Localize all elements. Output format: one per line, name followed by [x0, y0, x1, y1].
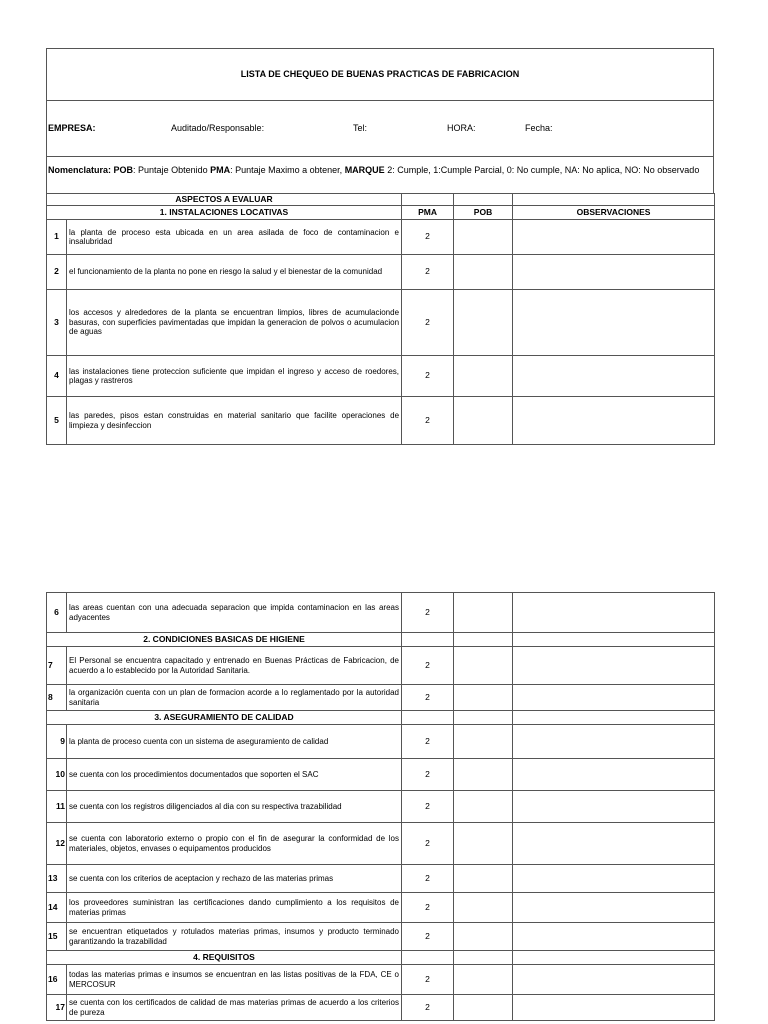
pob-text: : Puntaje Obtenido [133, 165, 211, 175]
table-row [47, 255, 715, 290]
item-pma: 2 [402, 791, 454, 823]
aspectos-header: ASPECTOS A EVALUAR [47, 194, 402, 206]
item-pob-cell[interactable] [454, 923, 513, 951]
item-pob-cell[interactable] [454, 995, 513, 1021]
table-row [47, 290, 715, 356]
item-description: la planta de proceso esta ubicada en un area asilada de foco de contaminacion e insalubridad [67, 220, 402, 255]
item-description: se cuenta con los registros diligenciados al dia con su respectiva trazabilidad [67, 791, 402, 823]
pma-key: PMA [210, 165, 231, 175]
item-observaciones-cell[interactable] [513, 791, 715, 823]
item-pma: 2 [402, 290, 454, 356]
table-row [47, 923, 715, 951]
document-title: LISTA DE CHEQUEO DE BUENAS PRACTICAS DE FABRICACION [240, 69, 520, 79]
table-row [47, 685, 715, 711]
item-pob-cell[interactable] [454, 759, 513, 791]
table-row [47, 725, 715, 759]
item-description: se cuenta con los certificados de calidad de mas materias primas de acuerdo a los criterios de pureza [67, 995, 402, 1021]
item-observaciones-cell[interactable] [513, 995, 715, 1021]
item-observaciones-cell[interactable] [513, 823, 715, 865]
item-number: 14 [47, 893, 67, 923]
item-number: 16 [47, 965, 67, 995]
section-4-title: 4. REQUISITOS [47, 951, 402, 965]
section-2-row [47, 633, 715, 647]
item-description: se cuenta con los criterios de aceptacion y rechazo de las materias primas [67, 865, 402, 893]
table-row [47, 759, 715, 791]
item-number: 6 [47, 593, 67, 633]
item-number: 10 [47, 759, 67, 791]
item-number: 4 [47, 356, 67, 397]
item-number: 11 [47, 791, 67, 823]
item-observaciones-cell[interactable] [513, 647, 715, 685]
item-observaciones-cell[interactable] [513, 893, 715, 923]
section-3-title: 3. ASEGURAMIENTO DE CALIDAD [47, 711, 402, 725]
item-observaciones-cell[interactable] [513, 725, 715, 759]
pma-column-header: PMA [402, 206, 454, 220]
item-pob-cell[interactable] [454, 725, 513, 759]
item-description: los accesos y alrededores de la planta se encuentran limpios, libres de acumulacionde basuras, con superficies pavimentadas que impidan la generacion de polvos o acumulacion de aguas [67, 290, 402, 356]
info-row [47, 101, 713, 157]
item-pob-cell[interactable] [454, 685, 513, 711]
item-description: los proveedores suministran las certificaciones dando cumplimiento a los requisitos de materias primas [67, 893, 402, 923]
item-observaciones-cell[interactable] [513, 220, 715, 255]
item-pma: 2 [402, 995, 454, 1021]
item-pob-cell[interactable] [454, 255, 513, 290]
item-pob-cell[interactable] [454, 865, 513, 893]
item-description: la organización cuenta con un plan de formacion acorde a lo reglamentado por la autoridad sanitaria [67, 685, 402, 711]
pma-text: : Puntaje Maximo a obtener, [230, 165, 345, 175]
pob-column-header: POB [454, 206, 513, 220]
item-observaciones-cell[interactable] [513, 290, 715, 356]
table-row [47, 823, 715, 865]
item-description: la planta de proceso cuenta con un sistema de aseguramiento de calidad [67, 725, 402, 759]
checklist-table-1 [46, 193, 715, 445]
item-description: el funcionamiento de la planta no pone en riesgo la salud y el bienestar de la comunidad [67, 255, 402, 290]
item-pob-cell[interactable] [454, 397, 513, 445]
item-observaciones-cell[interactable] [513, 356, 715, 397]
section-1-title: 1. INSTALACIONES LOCATIVAS [47, 206, 402, 220]
table-row [47, 356, 715, 397]
item-pma: 2 [402, 893, 454, 923]
item-description: se cuenta con los procedimientos documentados que soporten el SAC [67, 759, 402, 791]
item-description: se encuentran etiquetados y rotulados materias primas, insumos y producto terminado garantizando la trazabilidad [67, 923, 402, 951]
item-pma: 2 [402, 220, 454, 255]
item-observaciones-cell[interactable] [513, 685, 715, 711]
section-4-row [47, 951, 715, 965]
item-number: 8 [47, 685, 67, 711]
table-row [47, 397, 715, 445]
table-row [47, 893, 715, 923]
item-number: 13 [47, 865, 67, 893]
title-row [47, 49, 713, 101]
item-number: 15 [47, 923, 67, 951]
item-pob-cell[interactable] [454, 593, 513, 633]
hora-label: HORA: [447, 123, 476, 133]
item-number: 5 [47, 397, 67, 445]
nomenclature-label: Nomenclatura: [48, 165, 112, 175]
table-row [47, 965, 715, 995]
item-number: 3 [47, 290, 67, 356]
item-description: se cuenta con laboratorio externo o propio con el fin de asegurar la conformidad de los materiales, objetos, envases o equipamentos producidos [67, 823, 402, 865]
item-number: 17 [47, 995, 67, 1021]
item-observaciones-cell[interactable] [513, 397, 715, 445]
item-description: las paredes, pisos estan construidas en material sanitario que facilite operaciones de limpieza y desinfeccion [67, 397, 402, 445]
item-description: El Personal se encuentra capacitado y entrenado en Buenas Prácticas de Fabricacion, de acuerdo a lo establecido por la Autoridad Sanitaria. [67, 647, 402, 685]
item-pob-cell[interactable] [454, 220, 513, 255]
table-row [47, 220, 715, 255]
item-pob-cell[interactable] [454, 965, 513, 995]
checklist-header [46, 48, 714, 194]
item-pma: 2 [402, 759, 454, 791]
item-number: 7 [47, 647, 67, 685]
table-row [47, 791, 715, 823]
tel-label: Tel: [353, 123, 368, 133]
section-2-title: 2. CONDICIONES BASICAS DE HIGIENE [47, 633, 402, 647]
section-3-row [47, 711, 715, 725]
item-observaciones-cell[interactable] [513, 759, 715, 791]
table-row [47, 995, 715, 1021]
item-pma: 2 [402, 397, 454, 445]
item-number: 1 [47, 220, 67, 255]
item-pma: 2 [402, 356, 454, 397]
item-pob-cell[interactable] [454, 893, 513, 923]
item-number: 12 [47, 823, 67, 865]
item-observaciones-cell[interactable] [513, 965, 715, 995]
item-number: 9 [47, 725, 67, 759]
item-pma: 2 [402, 685, 454, 711]
item-number: 2 [47, 255, 67, 290]
item-pma: 2 [402, 647, 454, 685]
observaciones-column-header: OBSERVACIONES [513, 206, 715, 220]
item-pma: 2 [402, 593, 454, 633]
item-observaciones-cell[interactable] [513, 865, 715, 893]
item-pma: 2 [402, 965, 454, 995]
table-row [47, 647, 715, 685]
item-pma: 2 [402, 865, 454, 893]
pob-key: POB [113, 165, 134, 175]
item-pma: 2 [402, 725, 454, 759]
checklist-table-2 [46, 592, 715, 1021]
table-row [47, 593, 715, 633]
item-pma: 2 [402, 823, 454, 865]
section-1-row [47, 206, 715, 220]
item-pob-cell[interactable] [454, 823, 513, 865]
item-pma: 2 [402, 923, 454, 951]
nomenclature-row [47, 157, 713, 195]
item-observaciones-cell[interactable] [513, 593, 715, 633]
fecha-label: Fecha: [525, 123, 553, 133]
aspectos-row [47, 194, 715, 206]
item-pob-cell[interactable] [454, 290, 513, 356]
auditado-label: Auditado/Responsable: [171, 123, 265, 133]
item-pma: 2 [402, 255, 454, 290]
marque-text: 2: Cumple, 1:Cumple Parcial, 0: No cumple, NA: No aplica, NO: No observado [384, 165, 700, 175]
item-description: las areas cuentan con una adecuada separacion que impida contaminacion en las areas adyacentes [67, 593, 402, 633]
marque-key: MARQUE [344, 165, 385, 175]
nomenclature-text [48, 165, 709, 176]
item-pob-cell[interactable] [454, 647, 513, 685]
item-pob-cell[interactable] [454, 791, 513, 823]
item-observaciones-cell[interactable] [513, 255, 715, 290]
item-observaciones-cell[interactable] [513, 923, 715, 951]
item-pob-cell[interactable] [454, 356, 513, 397]
empresa-label: EMPRESA: [48, 123, 96, 133]
table-row [47, 865, 715, 893]
item-description: todas las materias primas e insumos se encuentran en las listas positivas de la FDA, CE o MERCOSUR [67, 965, 402, 995]
item-description: las instalaciones tiene proteccion suficiente que impidan el ingreso y acceso de roedores, plagas y rastreros [67, 356, 402, 397]
